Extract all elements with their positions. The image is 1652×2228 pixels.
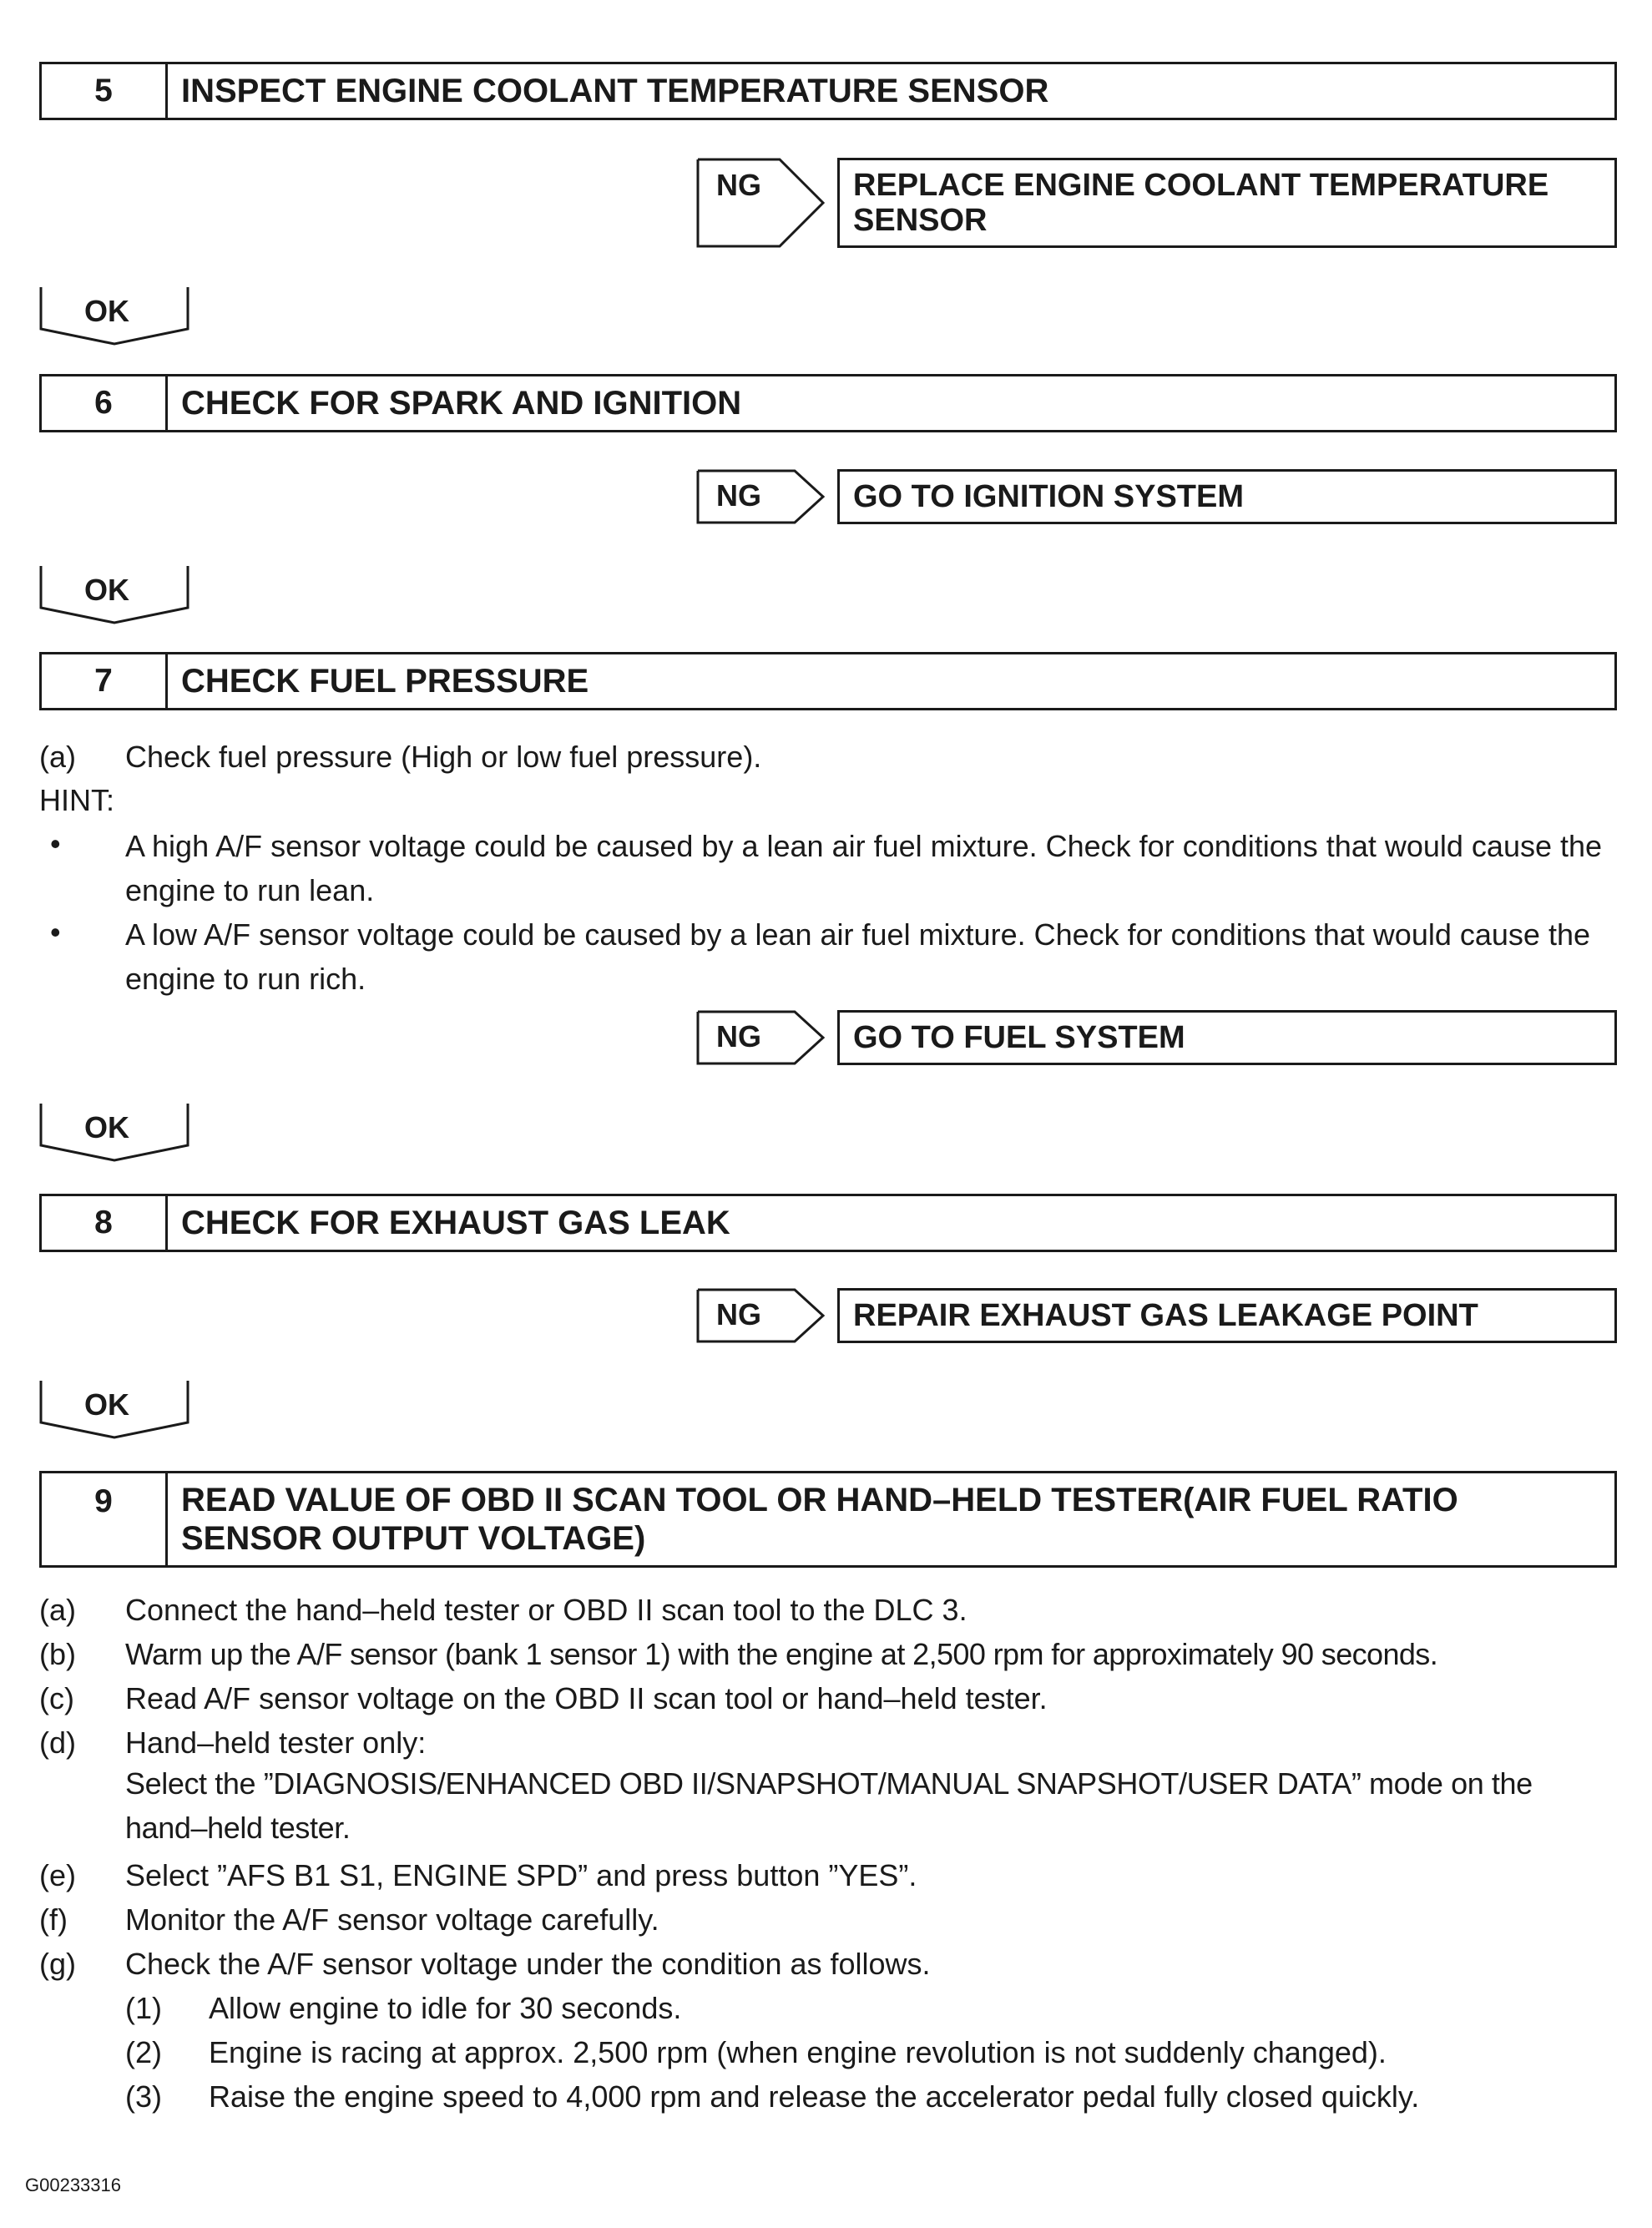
item-label: (a) (39, 740, 76, 774)
item-label: (f) (39, 1902, 68, 1937)
ok-label: OK (84, 1110, 129, 1144)
step-6-header (39, 374, 1617, 432)
item-label: (e) (39, 1858, 76, 1892)
subitem-label: (1) (125, 1991, 162, 2025)
step-number: 8 (42, 1196, 168, 1250)
step-title: CHECK FOR SPARK AND IGNITION (181, 385, 742, 422)
ng-label: NG (716, 168, 761, 202)
ok-arrow (39, 1102, 189, 1162)
step-5-header (39, 62, 1617, 120)
item-text: Warm up the A/F sensor (bank 1 sensor 1) with the engine at 2,500 rpm for approximately 90 seconds. (125, 1637, 1438, 1671)
ng-action-box: GO TO IGNITION SYSTEM (837, 469, 1617, 524)
ok-label: OK (84, 1387, 129, 1422)
ng-action-box: REPLACE ENGINE COOLANT TEMPERATURE SENSOR (837, 158, 1617, 248)
item-text: Check the A/F sensor voltage under the condition as follows. (125, 1947, 931, 1981)
item-label: (a) (39, 1593, 76, 1627)
step-title: CHECK FUEL PRESSURE (181, 663, 589, 700)
step-9-header (39, 1471, 1617, 1568)
ng-label: NG (716, 1019, 761, 1053)
ok-arrow (39, 285, 189, 346)
item-text: Read A/F sensor voltage on the OBD II scan tool or hand–held tester. (125, 1681, 1048, 1715)
ng-arrow (696, 469, 826, 524)
subitem-text: Raise the engine speed to 4,000 rpm and release the accelerator pedal fully closed quickly. (209, 2079, 1420, 2114)
step-7-header (39, 652, 1617, 710)
ng-arrow (696, 158, 826, 248)
item-text: Connect the hand–held tester or OBD II scan tool to the DLC 3. (125, 1593, 967, 1627)
item-text: Select ”AFS B1 S1, ENGINE SPD” and press button ”YES”. (125, 1858, 917, 1892)
ng-label: NG (716, 478, 761, 513)
step-title: READ VALUE OF OBD II SCAN TOOL OR HAND–HELD TESTER(AIR FUEL RATIO SENSOR OUTPUT VOLTAGE) (181, 1482, 1458, 1557)
item-text: Select the ”DIAGNOSIS/ENHANCED OBD II/SNAPSHOT/MANUAL SNAPSHOT/USER DATA” mode on the hand–held tester. (125, 1766, 1533, 1845)
item-text: Monitor the A/F sensor voltage carefully. (125, 1902, 659, 1937)
hint-bullet-text: A high A/F sensor voltage could be caused by a lean air fuel mixture. Check for conditions that would cause the engine to run lean. (125, 829, 1603, 907)
subitem-label: (3) (125, 2079, 162, 2114)
ng-arrow (696, 1288, 826, 1343)
step-number: 5 (42, 64, 168, 118)
figure-code: G00233316 (25, 2175, 121, 2195)
hint-bullet-text: A low A/F sensor voltage could be caused by a lean air fuel mixture. Check for conditions that would cause the engine to run rich. (125, 917, 1590, 996)
bullet-icon: • (50, 915, 61, 949)
ng-action-box: REPAIR EXHAUST GAS LEAKAGE POINT (837, 1288, 1617, 1343)
step-number: 9 (42, 1473, 168, 1565)
item-label: (g) (39, 1947, 76, 1981)
ok-arrow (39, 1379, 189, 1439)
ok-label: OK (84, 573, 129, 607)
item-text: Hand–held tester only: (125, 1725, 427, 1760)
ok-arrow (39, 564, 189, 624)
item-label: (c) (39, 1681, 74, 1715)
step-8-header (39, 1194, 1617, 1252)
step-title: CHECK FOR EXHAUST GAS LEAK (181, 1205, 730, 1241)
item-label: (b) (39, 1637, 76, 1671)
step-number: 6 (42, 376, 168, 430)
item-text: Check fuel pressure (High or low fuel pressure). (125, 740, 762, 774)
subitem-text: Engine is racing at approx. 2,500 rpm (when engine revolution is not suddenly changed). (209, 2035, 1387, 2069)
step-title: INSPECT ENGINE COOLANT TEMPERATURE SENSOR (181, 73, 1049, 109)
ng-arrow (696, 1010, 826, 1065)
ng-label: NG (716, 1297, 761, 1331)
ok-label: OK (84, 294, 129, 328)
bullet-icon: • (50, 826, 61, 861)
subitem-label: (2) (125, 2035, 162, 2069)
item-label: (d) (39, 1725, 76, 1760)
step-number: 7 (42, 654, 168, 708)
hint-label: HINT: (39, 783, 114, 817)
ng-action-box: GO TO FUEL SYSTEM (837, 1010, 1617, 1065)
subitem-text: Allow engine to idle for 30 seconds. (209, 1991, 682, 2025)
